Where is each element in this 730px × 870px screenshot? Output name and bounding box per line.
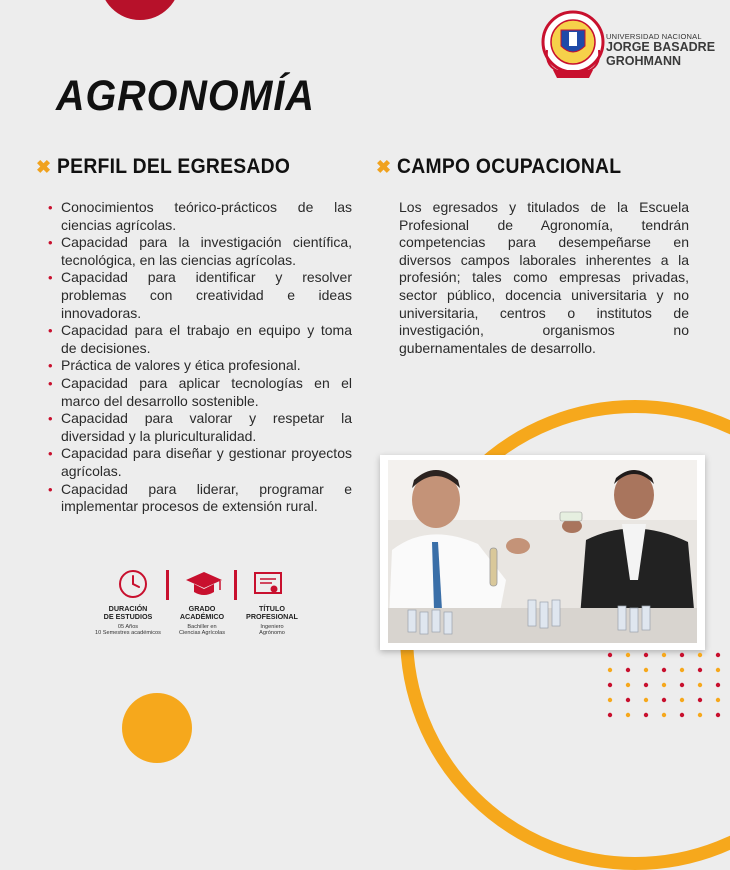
decorative-dot [662, 683, 666, 687]
decorative-dot [716, 713, 720, 717]
x-mark-icon: ✖ [36, 157, 52, 177]
decorative-red-circle [100, 0, 180, 20]
grado-value-2: Ciencias Agrícolas [178, 630, 225, 637]
x-mark-icon: ✖ [376, 157, 392, 177]
photo-frame [380, 455, 705, 650]
decorative-dot [662, 713, 666, 717]
decorative-dot [608, 653, 612, 657]
bullet-icon: • [48, 200, 53, 215]
university-name [606, 33, 726, 69]
list-item [48, 322, 352, 357]
decorative-dot [716, 653, 720, 657]
decorative-dot [644, 683, 648, 687]
bullet-icon: • [48, 375, 53, 391]
campo-section-title: CAMPO OCUPACIONAL [397, 155, 622, 178]
decorative-dot [716, 668, 720, 672]
decorative-dot [626, 713, 630, 717]
bullet-icon: • [48, 446, 53, 462]
info-divider [234, 570, 237, 600]
decorative-dot [608, 698, 612, 702]
list-item-text: Capacidad para liderar, programar e implementar procesos de extensión rural. [61, 480, 352, 515]
list-item-text: Capacidad para el trabajo en equipo y toma de decisiones. [61, 322, 352, 356]
decorative-dot [716, 698, 720, 702]
decorative-dot [698, 668, 702, 672]
decorative-dot [662, 698, 666, 702]
clock-icon [117, 568, 149, 600]
decorative-dot [680, 683, 684, 687]
decorative-dot [608, 683, 612, 687]
list-item-text: Capacidad para identificar y resolver problemas con creatividad e ideas innovadoras. [61, 269, 352, 321]
duracion-label-1: DURACIÓN [108, 604, 148, 613]
decorative-dot [680, 713, 684, 717]
list-item [48, 234, 352, 269]
list-item [48, 357, 352, 375]
list-item-text: Conocimientos teórico-prácticos de las ciencias agrícolas. [61, 199, 352, 233]
campo-section-header [376, 155, 641, 179]
list-item-text: Capacidad para la investigación científica, tecnológica, en las ciencias agrícolas. [61, 234, 352, 268]
decorative-dot-pattern [606, 651, 724, 721]
grado-block [164, 605, 240, 637]
perfil-section-title: PERFIL DEL EGRESADO [57, 155, 291, 178]
decorative-dot [698, 698, 702, 702]
list-item [48, 410, 352, 445]
university-name-line3: GROHMANN [606, 54, 681, 68]
decorative-dot [626, 668, 630, 672]
list-item-text: Práctica de valores y ética profesional. [61, 357, 301, 374]
grado-value-1: Bachiller en [187, 623, 217, 630]
titulo-block [236, 605, 308, 637]
bullet-icon: • [48, 270, 53, 286]
decorative-dot [608, 713, 612, 717]
list-item [48, 199, 352, 234]
diploma-icon [252, 568, 284, 600]
decorative-dot [698, 713, 702, 717]
decorative-dot [644, 713, 648, 717]
decorative-dot [662, 668, 666, 672]
decorative-orange-circle [122, 693, 192, 763]
page-title: AGRONOMÍA [56, 72, 315, 120]
info-divider [166, 570, 169, 600]
decorative-dot [626, 683, 630, 687]
duracion-value-2: 10 Semestres académicos [95, 630, 161, 637]
grado-label-1: GRADO [188, 604, 216, 613]
decorative-dot [662, 653, 666, 657]
campo-description: Los egresados y titulados de la Escuela Profesional de Agronomía, tendrán competencias para desempeñarse en diversos campos laborales inherentes a la profesión; tales como empresas privadas, sector público, docencia universitaria y no universitaria, centros o institutos de investigación, organismos no gubernamentales de desarrollo. [399, 199, 689, 356]
decorative-dot [626, 653, 630, 657]
decorative-dot [644, 653, 648, 657]
titulo-value-2: Agrónomo [259, 630, 285, 637]
graduation-cap-icon [184, 568, 224, 600]
titulo-value-1: Ingeniero [260, 623, 284, 630]
list-item-text: Capacidad para diseñar y gestionar proyectos agrícolas. [61, 445, 352, 479]
titulo-label-2: PROFESIONAL [246, 612, 298, 622]
list-item [48, 481, 352, 516]
decorative-dot [698, 653, 702, 657]
grado-label-2: ACADÉMICO [179, 612, 225, 622]
list-item-text: Capacidad para valorar y respetar la diversidad y la pluriculturalidad. [61, 410, 352, 444]
bullet-icon: • [48, 411, 53, 427]
decorative-dot [680, 698, 684, 702]
titulo-label-1: TÍTULO [259, 604, 285, 613]
list-item-text: Capacidad para aplicar tecnologías en el marco del desarrollo sostenible. [61, 374, 352, 409]
perfil-list [48, 199, 352, 516]
decorative-dot [680, 653, 684, 657]
bullet-icon: • [48, 235, 53, 251]
university-name-line2: JORGE BASADRE [606, 40, 716, 55]
duracion-label-2: DE ESTUDIOS [103, 612, 153, 622]
university-name-line1: UNIVERSIDAD NACIONAL [606, 32, 702, 41]
list-item [48, 445, 352, 480]
perfil-section-header [36, 155, 311, 179]
decorative-dot [644, 698, 648, 702]
duracion-block [80, 605, 176, 637]
bullet-icon: • [48, 481, 53, 497]
decorative-dot [608, 668, 612, 672]
bullet-icon: • [48, 323, 53, 339]
university-seal-icon [541, 10, 605, 82]
decorative-dot [626, 698, 630, 702]
duracion-value-1: 05 Años [117, 623, 139, 630]
list-item [48, 269, 352, 322]
list-item [48, 375, 352, 410]
lab-photo [388, 460, 697, 643]
decorative-dot [644, 668, 648, 672]
decorative-dot [680, 668, 684, 672]
bullet-icon: • [48, 358, 53, 374]
decorative-dot [698, 683, 702, 687]
decorative-dot [716, 683, 720, 687]
